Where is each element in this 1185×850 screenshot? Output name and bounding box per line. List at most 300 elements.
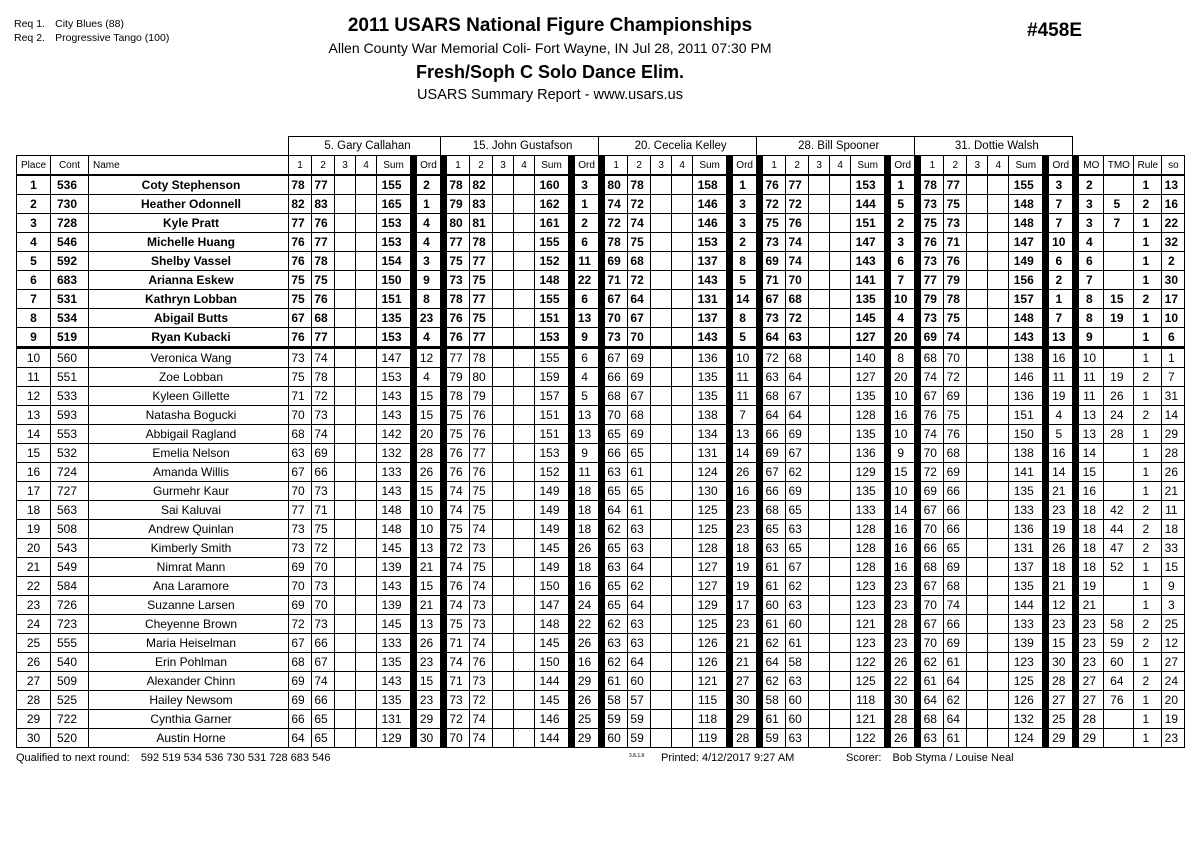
- row-j4-score1: 68: [763, 387, 786, 406]
- row-j4-score1: 75: [763, 214, 786, 233]
- row-j1-score3: [335, 710, 356, 729]
- row-j5-sum: 137: [1009, 558, 1043, 577]
- row-j3-ord: 23: [733, 615, 757, 634]
- row-j1-sum: 142: [377, 425, 411, 444]
- row-j2-score1: 73: [447, 691, 470, 710]
- row-j4-score4: [830, 558, 851, 577]
- row-j5-score3: [967, 271, 988, 290]
- row-j4-score2: 67: [786, 558, 809, 577]
- row-j3-ord: 3: [733, 214, 757, 233]
- row-so: 32: [1162, 233, 1185, 252]
- row-j1-ord: 13: [417, 615, 441, 634]
- row-j1-score1: 68: [289, 653, 312, 672]
- row-j1-ord: 23: [417, 653, 441, 672]
- row-rule: 2: [1134, 406, 1162, 425]
- row-j3-sum: 135: [693, 368, 727, 387]
- row-rule: 2: [1134, 520, 1162, 539]
- row-place: 27: [17, 672, 51, 691]
- row-j5-score1: 63: [921, 729, 944, 748]
- table-row[interactable]: [17, 634, 1185, 653]
- row-j5-score3: [967, 233, 988, 252]
- column-header-j5-1: 1: [921, 156, 944, 176]
- table-row[interactable]: [17, 233, 1185, 252]
- table-row[interactable]: [17, 653, 1185, 672]
- row-j1-score1: 78: [289, 175, 312, 195]
- row-j5-sum: 155: [1009, 175, 1043, 195]
- row-name: Kyle Pratt: [89, 214, 289, 233]
- row-name: Erin Pohlman: [89, 653, 289, 672]
- row-j5-score4: [988, 501, 1009, 520]
- row-place: 29: [17, 710, 51, 729]
- row-rule: 1: [1134, 691, 1162, 710]
- row-j4-score4: [830, 271, 851, 290]
- row-tmo: [1104, 233, 1134, 252]
- row-j3-score4: [672, 252, 693, 271]
- row-j1-ord: 4: [417, 328, 441, 348]
- row-j2-score3: [493, 691, 514, 710]
- table-row[interactable]: [17, 309, 1185, 328]
- row-j5-score2: 75: [944, 406, 967, 425]
- row-j3-score4: [672, 501, 693, 520]
- row-j3-sum: 136: [693, 348, 727, 368]
- row-j1-score4: [356, 309, 377, 328]
- row-so: 21: [1162, 482, 1185, 501]
- row-j1-score3: [335, 309, 356, 328]
- row-j1-score2: 69: [312, 444, 335, 463]
- table-row[interactable]: [17, 387, 1185, 406]
- table-row[interactable]: [17, 539, 1185, 558]
- row-j5-ord: 7: [1049, 309, 1073, 328]
- row-mo: 2: [1079, 175, 1104, 195]
- row-j2-score2: 72: [470, 691, 493, 710]
- row-j1-score4: [356, 328, 377, 348]
- row-j1-ord: 15: [417, 406, 441, 425]
- row-j5-score2: 76: [944, 252, 967, 271]
- row-j5-sum: 146: [1009, 368, 1043, 387]
- row-tmo: [1104, 175, 1134, 195]
- row-j4-score3: [809, 387, 830, 406]
- row-j3-ord: 10: [733, 348, 757, 368]
- row-so: 28: [1162, 444, 1185, 463]
- row-j1-ord: 10: [417, 520, 441, 539]
- row-j2-score3: [493, 482, 514, 501]
- table-row[interactable]: [17, 691, 1185, 710]
- row-name: Shelby Vassel: [89, 252, 289, 271]
- row-j3-score4: [672, 214, 693, 233]
- table-row[interactable]: [17, 463, 1185, 482]
- row-rule: 2: [1134, 290, 1162, 309]
- row-mo: 29: [1079, 729, 1104, 748]
- row-j5-score4: [988, 368, 1009, 387]
- row-j4-score4: [830, 520, 851, 539]
- row-place: 22: [17, 577, 51, 596]
- row-j5-ord: 5: [1049, 425, 1073, 444]
- row-cont: 584: [51, 577, 89, 596]
- row-j1-sum: 150: [377, 271, 411, 290]
- row-cont: 532: [51, 444, 89, 463]
- row-j1-sum: 139: [377, 558, 411, 577]
- row-j3-score4: [672, 387, 693, 406]
- row-rule: 1: [1134, 710, 1162, 729]
- row-j1-score1: 69: [289, 672, 312, 691]
- row-j2-sum: 150: [535, 653, 569, 672]
- row-place: 2: [17, 195, 51, 214]
- table-row[interactable]: [17, 406, 1185, 425]
- row-cont: 560: [51, 348, 89, 368]
- row-j3-score1: 68: [605, 387, 628, 406]
- row-j3-sum: 118: [693, 710, 727, 729]
- report-subtitle: USARS Summary Report - www.usars.us: [417, 87, 683, 103]
- row-j3-score1: 73: [605, 328, 628, 348]
- row-cont: 551: [51, 368, 89, 387]
- row-name: Coty Stephenson: [89, 175, 289, 195]
- table-row[interactable]: [17, 558, 1185, 577]
- column-header-cont: Cont: [51, 156, 89, 176]
- table-row[interactable]: [17, 195, 1185, 214]
- row-j1-ord: 1: [417, 195, 441, 214]
- version-mark: 3.8.1.8: [629, 753, 645, 759]
- row-name: Arianna Eskew: [89, 271, 289, 290]
- requirement-text-2: Progressive Tango (100): [55, 31, 170, 44]
- row-j3-score3: [651, 233, 672, 252]
- row-tmo: 26: [1104, 387, 1134, 406]
- row-j3-score2: 74: [628, 214, 651, 233]
- row-j2-score2: 77: [470, 444, 493, 463]
- row-j3-score4: [672, 290, 693, 309]
- row-j5-score3: [967, 387, 988, 406]
- row-j1-score3: [335, 634, 356, 653]
- row-j2-ord: 29: [575, 672, 599, 691]
- row-j5-score4: [988, 691, 1009, 710]
- row-j3-score2: 69: [628, 425, 651, 444]
- row-j5-sum: 135: [1009, 577, 1043, 596]
- row-cont: 520: [51, 729, 89, 748]
- row-rule: 1: [1134, 252, 1162, 271]
- row-j5-sum: 149: [1009, 252, 1043, 271]
- row-j5-ord: 28: [1049, 672, 1073, 691]
- row-name: Emelia Nelson: [89, 444, 289, 463]
- table-row[interactable]: [17, 368, 1185, 387]
- row-j4-score3: [809, 710, 830, 729]
- row-j1-score2: 77: [312, 175, 335, 195]
- row-j4-sum: 128: [851, 558, 885, 577]
- row-j5-ord: 19: [1049, 387, 1073, 406]
- row-j1-score4: [356, 425, 377, 444]
- row-so: 13: [1162, 175, 1185, 195]
- row-j5-score4: [988, 482, 1009, 501]
- row-name: Kimberly Smith: [89, 539, 289, 558]
- row-j5-score2: 66: [944, 615, 967, 634]
- row-j3-score1: 69: [605, 252, 628, 271]
- row-j4-score1: 64: [763, 653, 786, 672]
- row-j4-score4: [830, 387, 851, 406]
- row-j4-score2: 60: [786, 710, 809, 729]
- row-j4-ord: 10: [891, 482, 915, 501]
- judge-header-4: 28. Bill Spooner: [757, 137, 915, 156]
- row-j5-score2: 62: [944, 691, 967, 710]
- row-name: Nimrat Mann: [89, 558, 289, 577]
- row-j2-sum: 155: [535, 348, 569, 368]
- row-j4-score1: 69: [763, 252, 786, 271]
- row-j4-sum: 129: [851, 463, 885, 482]
- row-cont: 534: [51, 309, 89, 328]
- row-j5-score3: [967, 539, 988, 558]
- row-j2-ord: 13: [575, 309, 599, 328]
- row-j3-sum: 121: [693, 672, 727, 691]
- row-j2-score2: 79: [470, 387, 493, 406]
- row-j2-score4: [514, 214, 535, 233]
- table-row[interactable]: [17, 425, 1185, 444]
- table-row[interactable]: [17, 596, 1185, 615]
- table-row[interactable]: [17, 520, 1185, 539]
- row-j5-sum: 136: [1009, 520, 1043, 539]
- row-j4-score3: [809, 463, 830, 482]
- row-j5-score4: [988, 252, 1009, 271]
- row-j5-score2: 61: [944, 653, 967, 672]
- row-j4-sum: 144: [851, 195, 885, 214]
- row-j2-score3: [493, 348, 514, 368]
- table-row[interactable]: [17, 252, 1185, 271]
- row-j1-score2: 72: [312, 387, 335, 406]
- row-j2-score1: 75: [447, 406, 470, 425]
- row-tmo: [1104, 482, 1134, 501]
- row-j1-score4: [356, 444, 377, 463]
- row-place: 6: [17, 271, 51, 290]
- row-j5-score3: [967, 710, 988, 729]
- row-j5-ord: 7: [1049, 195, 1073, 214]
- row-j3-score1: 60: [605, 729, 628, 748]
- row-name: Alexander Chinn: [89, 672, 289, 691]
- column-header-row: [17, 156, 1185, 176]
- row-j2-score2: 78: [470, 233, 493, 252]
- row-j2-score4: [514, 309, 535, 328]
- row-j3-score3: [651, 501, 672, 520]
- row-j4-ord: 15: [891, 463, 915, 482]
- row-j3-score3: [651, 558, 672, 577]
- row-j5-score1: 77: [921, 271, 944, 290]
- row-j4-score3: [809, 425, 830, 444]
- row-j1-score2: 76: [312, 290, 335, 309]
- row-j1-sum: 153: [377, 368, 411, 387]
- row-j4-ord: 28: [891, 710, 915, 729]
- row-j4-score3: [809, 348, 830, 368]
- row-j4-score1: 61: [763, 615, 786, 634]
- row-mo: 13: [1079, 406, 1104, 425]
- table-row[interactable]: [17, 501, 1185, 520]
- row-j5-score2: 61: [944, 729, 967, 748]
- row-j5-ord: 29: [1049, 729, 1073, 748]
- row-j2-score1: 80: [447, 214, 470, 233]
- table-row[interactable]: [17, 577, 1185, 596]
- row-j2-score4: [514, 615, 535, 634]
- row-j5-score2: 74: [944, 328, 967, 348]
- row-j1-ord: 4: [417, 368, 441, 387]
- row-j2-score1: 77: [447, 348, 470, 368]
- row-j5-ord: 12: [1049, 596, 1073, 615]
- row-j3-score2: 60: [628, 672, 651, 691]
- column-header-rule: Rule: [1134, 156, 1162, 176]
- row-j3-score3: [651, 387, 672, 406]
- row-place: 23: [17, 596, 51, 615]
- row-j5-score4: [988, 653, 1009, 672]
- row-place: 20: [17, 539, 51, 558]
- row-j2-ord: 18: [575, 558, 599, 577]
- row-j1-score3: [335, 175, 356, 195]
- table-row[interactable]: [17, 214, 1185, 233]
- row-j4-ord: 5: [891, 195, 915, 214]
- row-tmo: 64: [1104, 672, 1134, 691]
- row-j4-sum: 122: [851, 729, 885, 748]
- row-j3-score2: 62: [628, 577, 651, 596]
- row-j3-ord: 14: [733, 290, 757, 309]
- row-j2-score4: [514, 710, 535, 729]
- table-row[interactable]: [17, 615, 1185, 634]
- row-j1-sum: 143: [377, 482, 411, 501]
- row-rule: 1: [1134, 309, 1162, 328]
- row-j3-score1: 71: [605, 271, 628, 290]
- row-j3-score1: 65: [605, 482, 628, 501]
- row-j2-score3: [493, 290, 514, 309]
- table-row[interactable]: [17, 290, 1185, 309]
- table-row[interactable]: [17, 710, 1185, 729]
- row-j5-ord: 26: [1049, 539, 1073, 558]
- row-j3-score4: [672, 615, 693, 634]
- table-row[interactable]: [17, 175, 1185, 195]
- row-j5-score2: 76: [944, 425, 967, 444]
- row-j4-score4: [830, 368, 851, 387]
- row-j2-sum: 152: [535, 252, 569, 271]
- row-j3-score2: 63: [628, 520, 651, 539]
- row-j2-sum: 153: [535, 328, 569, 348]
- row-j4-sum: 133: [851, 501, 885, 520]
- row-j4-score4: [830, 691, 851, 710]
- row-j4-sum: 136: [851, 444, 885, 463]
- table-row[interactable]: [17, 444, 1185, 463]
- row-j3-ord: 2: [733, 233, 757, 252]
- row-j2-ord: 9: [575, 328, 599, 348]
- row-j5-sum: 147: [1009, 233, 1043, 252]
- row-j4-score2: 63: [786, 520, 809, 539]
- row-j4-score2: 63: [786, 328, 809, 348]
- row-j2-sum: 159: [535, 368, 569, 387]
- row-mo: 15: [1079, 463, 1104, 482]
- row-j3-sum: 127: [693, 577, 727, 596]
- row-j3-score3: [651, 406, 672, 425]
- row-j5-score2: 65: [944, 539, 967, 558]
- row-j5-ord: 7: [1049, 214, 1073, 233]
- results-table: [16, 136, 1185, 748]
- row-j4-score4: [830, 175, 851, 195]
- row-mo: 23: [1079, 634, 1104, 653]
- row-j4-score4: [830, 444, 851, 463]
- row-j2-score3: [493, 463, 514, 482]
- row-j2-score4: [514, 691, 535, 710]
- row-j3-score2: 59: [628, 710, 651, 729]
- row-cont: 540: [51, 653, 89, 672]
- row-j5-ord: 14: [1049, 463, 1073, 482]
- row-so: 24: [1162, 672, 1185, 691]
- row-j4-score1: 67: [763, 463, 786, 482]
- row-j1-score2: 77: [312, 233, 335, 252]
- row-j4-score1: 73: [763, 233, 786, 252]
- row-j1-score3: [335, 444, 356, 463]
- row-j5-ord: 16: [1049, 348, 1073, 368]
- row-j1-score3: [335, 539, 356, 558]
- row-j4-score3: [809, 328, 830, 348]
- row-j1-score2: 74: [312, 348, 335, 368]
- row-cont: 730: [51, 195, 89, 214]
- row-cont: 546: [51, 233, 89, 252]
- row-j1-score4: [356, 729, 377, 748]
- row-j3-sum: 129: [693, 596, 727, 615]
- row-j1-score4: [356, 520, 377, 539]
- row-j1-ord: 15: [417, 577, 441, 596]
- row-j4-score2: 76: [786, 214, 809, 233]
- row-j3-score1: 72: [605, 214, 628, 233]
- row-j3-score3: [651, 271, 672, 290]
- row-j4-score3: [809, 444, 830, 463]
- row-j3-score1: 74: [605, 195, 628, 214]
- row-j3-sum: 146: [693, 214, 727, 233]
- row-j1-score1: 66: [289, 710, 312, 729]
- row-j2-score1: 76: [447, 328, 470, 348]
- row-j3-score2: 67: [628, 387, 651, 406]
- table-row[interactable]: [17, 729, 1185, 748]
- row-j1-score3: [335, 290, 356, 309]
- row-j5-ord: 25: [1049, 710, 1073, 729]
- row-j1-sum: 165: [377, 195, 411, 214]
- row-j2-ord: 18: [575, 501, 599, 520]
- row-j1-score2: 73: [312, 615, 335, 634]
- table-row[interactable]: [17, 482, 1185, 501]
- row-j1-score1: 70: [289, 406, 312, 425]
- row-j2-score1: 78: [447, 175, 470, 195]
- row-j5-score2: 66: [944, 501, 967, 520]
- row-cont: 549: [51, 558, 89, 577]
- row-j1-score4: [356, 233, 377, 252]
- table-row[interactable]: [17, 672, 1185, 691]
- row-j1-score3: [335, 520, 356, 539]
- row-j4-score4: [830, 195, 851, 214]
- row-place: 13: [17, 406, 51, 425]
- title-block: [0, 14, 1100, 105]
- row-mo: 18: [1079, 539, 1104, 558]
- row-j3-ord: 29: [733, 710, 757, 729]
- qualified-line: [16, 752, 330, 764]
- venue-line: Allen County War Memorial Coli- Fort Wayne, IN Jul 28, 2011 07:30 PM: [328, 40, 772, 56]
- row-j4-score3: [809, 691, 830, 710]
- row-j5-score1: 69: [921, 328, 944, 348]
- row-j3-score2: 75: [628, 233, 651, 252]
- row-j1-score2: 65: [312, 729, 335, 748]
- row-mo: 3: [1079, 195, 1104, 214]
- table-row[interactable]: [17, 328, 1185, 348]
- row-j2-sum: 148: [535, 271, 569, 290]
- table-row[interactable]: [17, 271, 1185, 290]
- row-cont: 525: [51, 691, 89, 710]
- row-j1-sum: 153: [377, 214, 411, 233]
- row-j4-score3: [809, 406, 830, 425]
- row-so: 23: [1162, 729, 1185, 748]
- row-j5-ord: 18: [1049, 558, 1073, 577]
- row-j3-ord: 13: [733, 425, 757, 444]
- row-j4-sum: 145: [851, 309, 885, 328]
- row-j1-score4: [356, 368, 377, 387]
- row-j3-ord: 27: [733, 672, 757, 691]
- row-j3-score1: 70: [605, 406, 628, 425]
- table-row[interactable]: [17, 348, 1185, 368]
- row-name: Gurmehr Kaur: [89, 482, 289, 501]
